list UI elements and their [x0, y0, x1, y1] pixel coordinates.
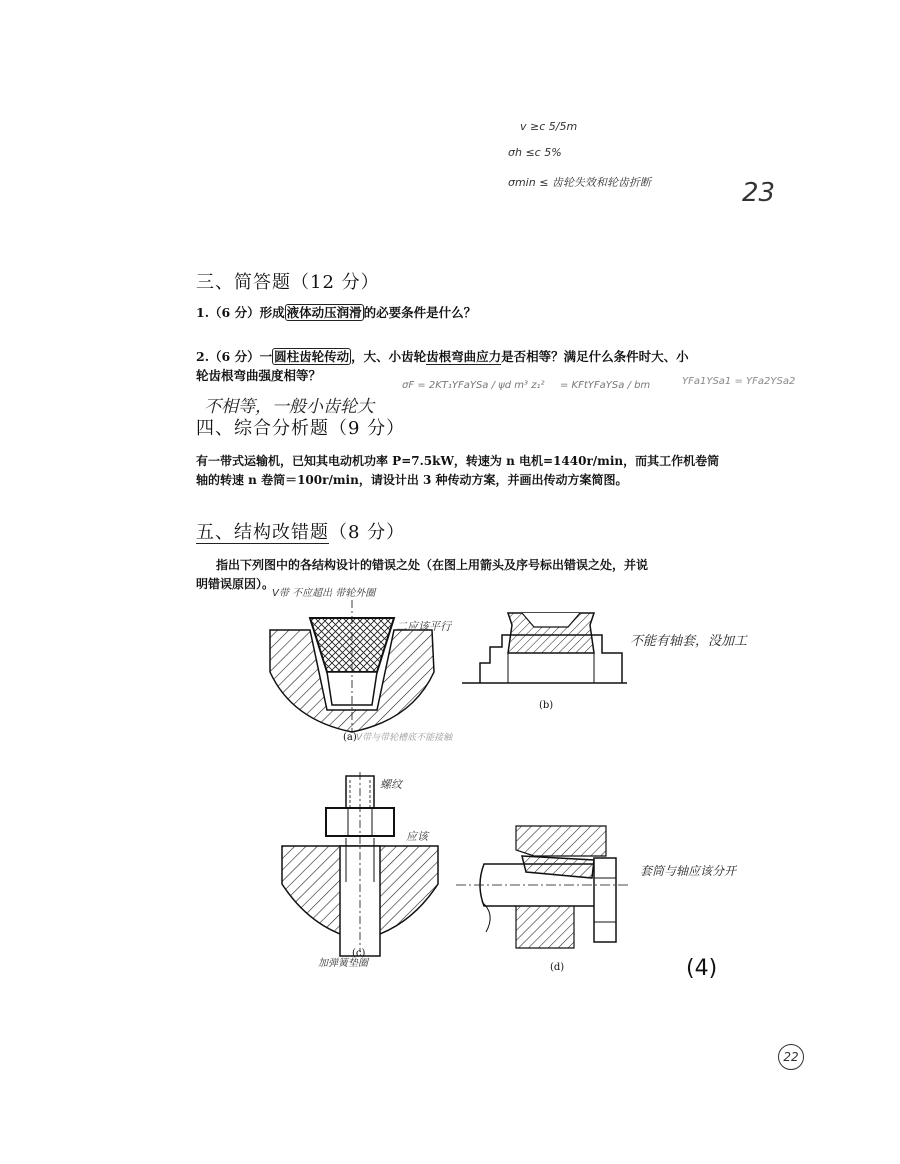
caption-b: (b): [539, 700, 554, 711]
underlined-term: 齿根弯曲应力: [426, 349, 502, 364]
hw-c-top: 螺纹: [380, 778, 402, 791]
figure-c: [278, 772, 440, 954]
boxed-term-1: 液体动压润滑: [286, 305, 362, 320]
boxed-term-2: 圆柱齿轮传动: [274, 349, 350, 364]
section5-line2: 明错误原因）。: [196, 577, 275, 591]
formula-handwriting-3: YFa1YSa1 = YFa2YSa2: [682, 376, 796, 387]
section4-line2: 轴的转速 n 卷筒＝100r/min，请设计出 3 种传动方案，并画出传动方案简图。: [196, 473, 628, 487]
section5-line1: 指出下列图中的各结构设计的错误之处（在图上用箭头及序号标出错误之处，并说: [216, 558, 649, 572]
formula-handwriting-2: = KFtYFaYSa / bm: [560, 380, 651, 391]
page-number: 22: [778, 1044, 804, 1070]
hw-c-bottom: 加弹簧垫圈: [318, 958, 368, 969]
hw-a-bottom: V带与带轮槽底不能接触: [356, 733, 453, 743]
hw-d: 套筒与轴应该分开: [640, 864, 737, 878]
score-mark: 23: [742, 178, 776, 208]
figure-d: [456, 822, 628, 952]
figure-b: [462, 605, 632, 690]
caption-d: (d): [550, 962, 565, 973]
hw-a-top: V带 不应超出 带轮外圈: [272, 588, 376, 599]
top-note-1: v ≥c 5/5m: [520, 120, 578, 133]
section3-heading: 三、简答题（12 分）: [196, 272, 380, 293]
section4-line1: 有一带式运输机，已知其电动机功率 P=7.5kW，转速为 n 电机=1440r/min，而其工作机卷筒: [196, 454, 720, 468]
part-number: (4): [686, 956, 718, 981]
caption-c: (c): [352, 948, 366, 959]
hw-c-side: 应该: [406, 830, 428, 843]
question-2: 2.（6 分）一 圆柱齿轮传动 ，大、小齿轮齿根弯曲应力是否相等？满足什么条件时大、小: [196, 349, 689, 364]
top-note-3: σmin ≤ 齿轮失效和轮齿折断: [508, 176, 651, 189]
top-note-2: σh ≤c 5%: [508, 146, 562, 159]
hw-a-side: 二应该平行: [396, 620, 451, 633]
formula-handwriting-1: σF = 2KT₁YFaYSa / ψd m³ z₁²: [402, 380, 545, 391]
hw-b: 不能有轴套，没加工: [630, 634, 748, 649]
question-1: 1.（6 分）形成 液体动压润滑 的必要条件是什么？: [196, 305, 477, 320]
section5-heading: 五、结构改错题（8 分）: [196, 522, 406, 543]
question-2-line2: 轮齿根弯曲强度相等？: [196, 368, 322, 383]
section4-heading: 四、综合分析题（9 分）: [196, 418, 406, 439]
caption-a: (a): [343, 732, 357, 743]
answer-handwriting: 不相等，一般小齿轮大: [204, 397, 374, 417]
